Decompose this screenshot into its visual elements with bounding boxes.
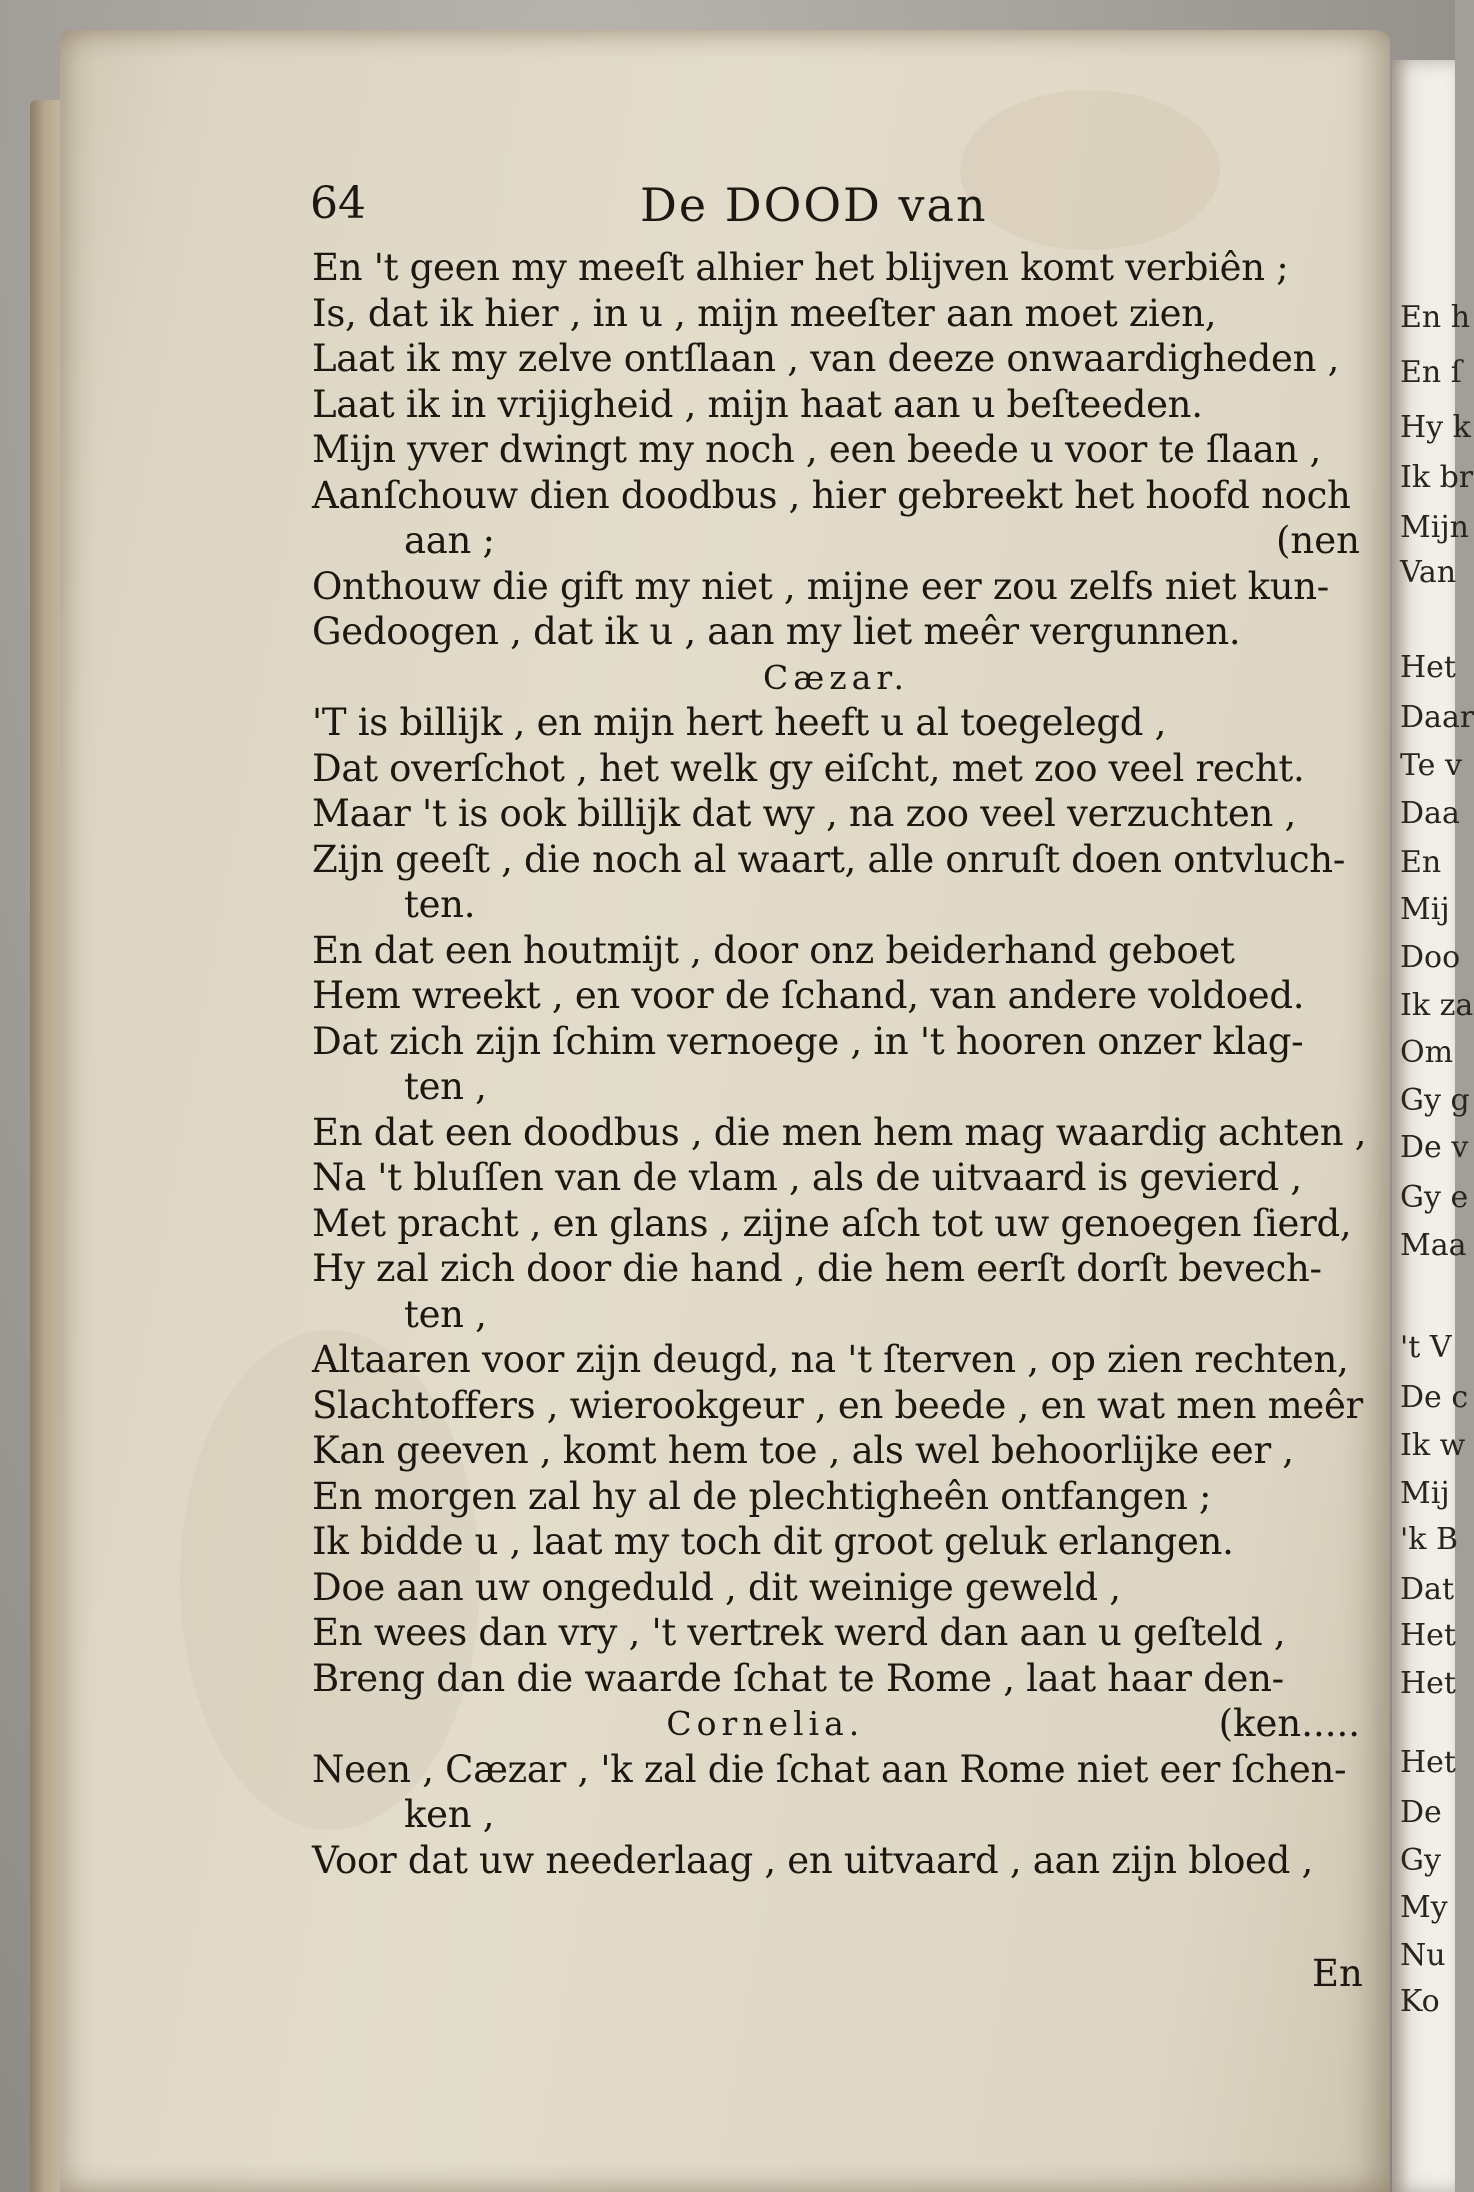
verse-line	[312, 1337, 1360, 1383]
line-text: Gedoogen , dat ik u , aan my liet meêr vergunnen.	[312, 610, 1241, 653]
verse-line	[312, 791, 1360, 837]
right-page-line: 'k B	[1400, 1522, 1459, 1557]
verse-line	[312, 928, 1360, 974]
right-page-line: Dat	[1400, 1572, 1454, 1607]
line-text: Aanſchouw dien doodbus , hier gebreekt het hoofd noch	[312, 473, 1351, 517]
verse-line	[312, 518, 1360, 564]
right-page-line: Ik w	[1400, 1428, 1466, 1463]
line-text: Zijn geeſt , die noch al waart, alle onruſt doen ontvluch-	[312, 837, 1346, 881]
line-text: Laat ik in vrijigheid , mijn haat aan u beſteeden.	[312, 382, 1203, 426]
right-page-line: Het	[1400, 650, 1456, 685]
line-text: ten.	[404, 883, 476, 926]
line-text: Na 't bluſſen van de vlam , als de uitvaard is gevierd ,	[312, 1156, 1302, 1199]
right-page-line: My	[1400, 1890, 1448, 1925]
verse-line	[312, 245, 1360, 291]
right-page-line: Om	[1400, 1035, 1454, 1070]
speaker-name	[312, 1701, 1360, 1747]
right-page-line: En h	[1400, 300, 1471, 335]
page-header	[310, 178, 1360, 238]
line-text: Neen , Cæzar , 'k zal die ſchat aan Rome niet eer ſchen-	[312, 1747, 1347, 1791]
verse-line	[312, 1565, 1360, 1611]
line-text: Ik bidde u , laat my toch dit groot geluk erlangen.	[312, 1520, 1234, 1563]
verse-line	[312, 1383, 1363, 1429]
line-text: Slachtoffers , wierookgeur , en beede , en wat men meêr	[312, 1383, 1363, 1427]
right-page-line: En ſ	[1400, 355, 1462, 390]
line-text: Laat ik my zelve ontſlaan , van deeze onwaardigheden ,	[312, 337, 1340, 380]
verse-line	[312, 427, 1360, 473]
right-page-line: Ko	[1400, 1984, 1440, 2019]
verse-line	[312, 336, 1360, 382]
right-page-line: Nu	[1400, 1938, 1446, 1973]
verse-line	[312, 1519, 1360, 1565]
verse-line	[312, 1201, 1360, 1247]
right-page-line: Mij	[1400, 892, 1450, 927]
line-text: En wees dan vry , 't vertrek werd dan aan u geſteld ,	[312, 1611, 1286, 1654]
verse-line	[312, 746, 1360, 792]
right-page-line: De v	[1400, 1130, 1469, 1165]
line-text: Maar 't is ook billijk dat wy , na zoo veel verzuchten ,	[312, 792, 1296, 835]
line-text: ten ,	[404, 1065, 487, 1108]
line-text: Mijn yver dwingt my noch , een beede u voor te ſlaan ,	[312, 428, 1321, 471]
verse-line	[312, 473, 1360, 519]
line-text: ken ,	[404, 1793, 495, 1836]
verse-line	[312, 1474, 1360, 1520]
line-text: Breng dan die waarde ſchat te Rome , laat haar den-	[312, 1656, 1284, 1700]
line-text: Hy zal zich door die hand , die hem eerſt dorſt bevech-	[312, 1247, 1322, 1290]
verse-line	[312, 1292, 1360, 1338]
right-page-line: Mij	[1400, 1476, 1450, 1511]
right-page-line: Van	[1400, 555, 1457, 590]
verse-line	[312, 1064, 1360, 1110]
page-number: 64	[310, 178, 366, 229]
line-text: En 't geen my meeſt alhier het blijven komt verbiên ;	[312, 246, 1289, 289]
verse-line	[312, 382, 1360, 428]
verse-line	[312, 609, 1360, 655]
verse-line	[312, 837, 1360, 883]
line-text: ten ,	[404, 1292, 487, 1336]
right-page-line: 't V	[1400, 1330, 1452, 1365]
line-text: 'T is billijk , en mijn hert heeft u al toegelegd ,	[312, 701, 1167, 744]
line-turnover: (nen	[1276, 519, 1360, 562]
verse-line	[312, 564, 1360, 610]
right-page-line: Daar	[1400, 700, 1474, 735]
line-text: Dat zich zijn ſchim vernoege , in 't hooren onzer klag-	[312, 1019, 1304, 1063]
verse-text	[312, 245, 1367, 1883]
right-page-line: Daa	[1400, 796, 1460, 831]
line-text: Onthouw die gift my niet , mijne eer zou zelfs niet kun-	[312, 564, 1329, 608]
right-page-line: Mijn	[1400, 510, 1469, 545]
line-text: Doe aan uw ongeduld , dit weinige geweld ,	[312, 1565, 1121, 1609]
verse-line	[312, 1792, 1360, 1838]
right-page-line: Gy g	[1400, 1083, 1470, 1118]
verse-line	[312, 1155, 1360, 1201]
right-page-line: Maa	[1400, 1228, 1467, 1263]
verse-line	[312, 1656, 1360, 1702]
verse-line	[312, 1610, 1360, 1656]
running-title: De DOOD van	[640, 178, 988, 232]
verse-line	[312, 1246, 1360, 1292]
right-page-line: Het	[1400, 1666, 1456, 1701]
right-page-line: Ik za	[1400, 988, 1474, 1023]
verse-line	[312, 700, 1360, 746]
line-text: Altaaren voor zijn deugd, na 't ſterven , op zien rechten,	[312, 1338, 1349, 1381]
verse-line	[312, 882, 1360, 928]
line-text: Voor dat uw neederlaag , en uitvaard , aan zijn bloed ,	[312, 1838, 1313, 1882]
line-text: Kan geeven , komt hem toe , als wel behoorlijke eer ,	[312, 1429, 1294, 1472]
right-page-fragment	[1392, 60, 1474, 2192]
right-page-line: Te v	[1400, 748, 1462, 783]
verse-line	[312, 1747, 1360, 1793]
line-text: En dat een houtmijt , door onz beiderhand geboet	[312, 928, 1235, 972]
line-text: aan ;	[404, 519, 495, 562]
verse-line	[312, 1110, 1367, 1156]
right-page-line: Gy	[1400, 1843, 1441, 1878]
verse-line	[312, 291, 1360, 337]
catchword: En	[1312, 1952, 1363, 1995]
right-page-line: En	[1400, 845, 1442, 880]
line-text: Cornelia.	[666, 1704, 865, 1743]
right-page-line: Doo	[1400, 940, 1461, 975]
line-text: Is, dat ik hier , in u , mijn meeſter aan moet zien,	[312, 291, 1217, 335]
line-text: Cæzar.	[763, 657, 909, 697]
speaker-name	[312, 655, 1360, 701]
verse-line	[312, 973, 1360, 1019]
right-page-line: Ik br	[1400, 460, 1474, 495]
right-page-line: De c	[1400, 1380, 1469, 1415]
line-text: Hem wreekt , en voor de ſchand, van andere voldoed.	[312, 974, 1305, 1017]
verse-line	[312, 1019, 1360, 1065]
verse-line	[312, 1428, 1360, 1474]
line-text: En dat een doodbus , die men hem mag waardig achten ,	[312, 1110, 1367, 1154]
line-text: Met pracht , en glans , zijne aſch tot uw genoegen ſierd,	[312, 1201, 1352, 1245]
line-text: En morgen zal hy al de plechtigheên ontfangen ;	[312, 1474, 1212, 1518]
right-page-line: Het	[1400, 1745, 1456, 1780]
line-turnover: (ken.....	[1218, 1702, 1360, 1745]
right-page-line: De	[1400, 1795, 1442, 1830]
verse-line	[312, 1838, 1360, 1884]
line-text: Dat overſchot , het welk gy eiſcht, met zoo veel recht.	[312, 746, 1305, 790]
right-page-line: Gy e	[1400, 1180, 1469, 1215]
right-page-line: Hy k	[1400, 410, 1471, 445]
right-page-line: Het	[1400, 1618, 1456, 1653]
